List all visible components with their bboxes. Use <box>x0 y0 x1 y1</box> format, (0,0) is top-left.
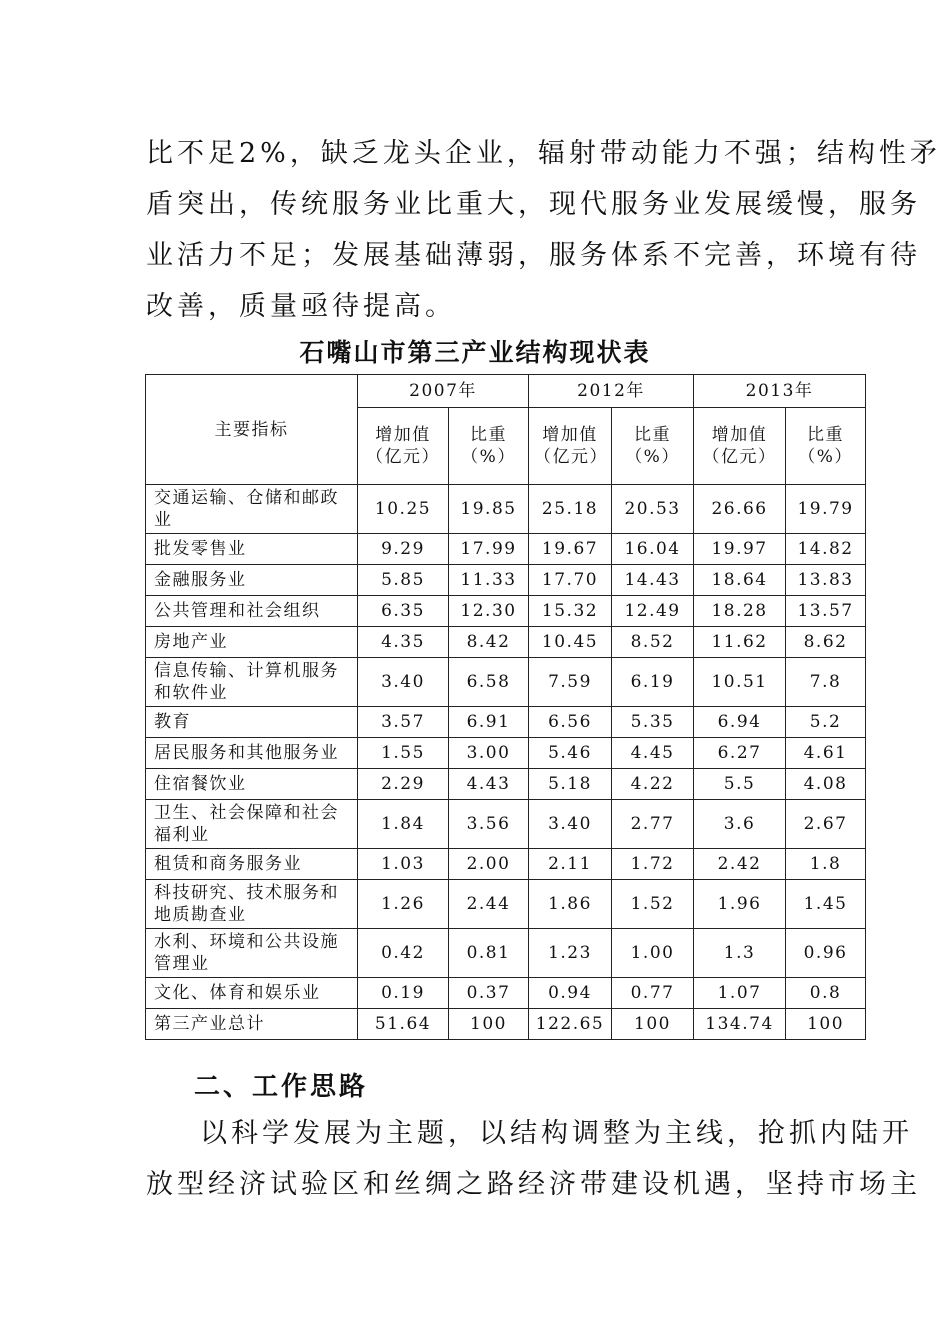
share-cell-2012: 12.49 <box>612 596 694 627</box>
share-cell-2007: 3.00 <box>449 738 529 769</box>
value-cell-2013: 1.07 <box>694 978 786 1009</box>
value-cell-2007: 1.26 <box>358 880 449 929</box>
table-row <box>146 1009 866 1040</box>
table-row <box>146 849 866 880</box>
value-cell-2013: 5.5 <box>694 769 786 800</box>
value-cell-2007: 2.29 <box>358 769 449 800</box>
intro-paragraph <box>146 128 941 332</box>
share-cell-2007: 0.37 <box>449 978 529 1009</box>
share-cell-2012: 14.43 <box>612 565 694 596</box>
share-cell-2012: 4.45 <box>612 738 694 769</box>
value-cell-2007: 1.03 <box>358 849 449 880</box>
value-cell-2007: 9.29 <box>358 534 449 565</box>
text-line: 比不足2%，缺乏龙头企业，辐射带动能力不强；结构性矛 <box>146 138 941 169</box>
share-cell-2012: 1.72 <box>612 849 694 880</box>
value-cell-2007: 1.55 <box>358 738 449 769</box>
share-cell-2013: 0.8 <box>786 978 866 1009</box>
value-cell-2013: 2.42 <box>694 849 786 880</box>
indicator-name-cell: 房地产业 <box>146 627 358 658</box>
share-cell-2013: 14.82 <box>786 534 866 565</box>
share-header: 比重（%） <box>612 408 694 485</box>
share-cell-2007: 6.58 <box>449 658 529 707</box>
value-cell-2012: 6.56 <box>529 707 612 738</box>
indicator-name-cell: 教育 <box>146 707 358 738</box>
table-row <box>146 707 866 738</box>
value-cell-2012: 10.45 <box>529 627 612 658</box>
section-heading: 二、工作思路 <box>194 1072 369 1102</box>
year-header-2013: 2013年 <box>694 375 866 408</box>
value-cell-2012: 0.94 <box>529 978 612 1009</box>
value-cell-2012: 5.18 <box>529 769 612 800</box>
share-cell-2012: 6.19 <box>612 658 694 707</box>
table-row <box>146 485 866 534</box>
share-cell-2007: 0.81 <box>449 929 529 978</box>
text-line: 业活力不足；发展基础薄弱，服务体系不完善，环境有待 <box>146 240 921 271</box>
value-header: 增加值（亿元） <box>529 408 612 485</box>
value-cell-2013: 10.51 <box>694 658 786 707</box>
value-cell-2012: 2.11 <box>529 849 612 880</box>
share-cell-2007: 8.42 <box>449 627 529 658</box>
value-cell-2007: 3.57 <box>358 707 449 738</box>
value-cell-2007: 5.85 <box>358 565 449 596</box>
closing-paragraph <box>146 1108 921 1210</box>
value-cell-2013: 18.64 <box>694 565 786 596</box>
share-cell-2013: 100 <box>786 1009 866 1040</box>
indicator-name-cell: 金融服务业 <box>146 565 358 596</box>
value-cell-2013: 26.66 <box>694 485 786 534</box>
share-cell-2007: 6.91 <box>449 707 529 738</box>
share-header: 比重（%） <box>449 408 529 485</box>
table-row <box>146 738 866 769</box>
value-cell-2013: 6.27 <box>694 738 786 769</box>
share-cell-2013: 8.62 <box>786 627 866 658</box>
share-cell-2013: 13.83 <box>786 565 866 596</box>
indicator-name-cell: 第三产业总计 <box>146 1009 358 1040</box>
share-cell-2013: 19.79 <box>786 485 866 534</box>
table-row <box>146 880 866 929</box>
value-cell-2012: 25.18 <box>529 485 612 534</box>
indicator-name-cell: 交通运输、仓储和邮政业 <box>146 485 358 534</box>
value-cell-2007: 0.19 <box>358 978 449 1009</box>
share-cell-2012: 20.53 <box>612 485 694 534</box>
value-cell-2013: 134.74 <box>694 1009 786 1040</box>
share-cell-2012: 1.00 <box>612 929 694 978</box>
value-cell-2007: 6.35 <box>358 596 449 627</box>
value-cell-2007: 51.64 <box>358 1009 449 1040</box>
value-cell-2012: 1.23 <box>529 929 612 978</box>
share-cell-2012: 8.52 <box>612 627 694 658</box>
indicator-name-cell: 公共管理和社会组织 <box>146 596 358 627</box>
share-cell-2007: 19.85 <box>449 485 529 534</box>
text-line: 改善，质量亟待提高。 <box>146 291 456 322</box>
indicator-name-cell: 科技研究、技术服务和地质勘查业 <box>146 880 358 929</box>
share-cell-2012: 4.22 <box>612 769 694 800</box>
text-line: 以科学发展为主题，以结构调整为主线，抢抓内陆开 <box>200 1118 913 1149</box>
share-cell-2013: 1.45 <box>786 880 866 929</box>
share-cell-2007: 3.56 <box>449 800 529 849</box>
value-cell-2013: 1.96 <box>694 880 786 929</box>
share-cell-2007: 100 <box>449 1009 529 1040</box>
indicator-header: 主要指标 <box>146 375 358 485</box>
share-cell-2013: 13.57 <box>786 596 866 627</box>
share-cell-2013: 4.61 <box>786 738 866 769</box>
share-cell-2013: 1.8 <box>786 849 866 880</box>
value-cell-2007: 4.35 <box>358 627 449 658</box>
table-row <box>146 769 866 800</box>
table-row <box>146 534 866 565</box>
value-cell-2013: 3.6 <box>694 800 786 849</box>
table-row <box>146 565 866 596</box>
share-cell-2012: 2.77 <box>612 800 694 849</box>
share-cell-2012: 16.04 <box>612 534 694 565</box>
industry-structure-table <box>145 374 866 1040</box>
table-row <box>146 658 866 707</box>
value-cell-2012: 3.40 <box>529 800 612 849</box>
value-cell-2012: 19.67 <box>529 534 612 565</box>
value-cell-2012: 122.65 <box>529 1009 612 1040</box>
value-cell-2007: 3.40 <box>358 658 449 707</box>
value-cell-2007: 1.84 <box>358 800 449 849</box>
value-header: 增加值（亿元） <box>358 408 449 485</box>
table-row <box>146 800 866 849</box>
value-cell-2013: 19.97 <box>694 534 786 565</box>
indicator-name-cell: 文化、体育和娱乐业 <box>146 978 358 1009</box>
value-cell-2012: 15.32 <box>529 596 612 627</box>
table-row <box>146 929 866 978</box>
share-cell-2012: 0.77 <box>612 978 694 1009</box>
table-title: 石嘴山市第三产业结构现状表 <box>299 338 651 367</box>
indicator-name-cell: 住宿餐饮业 <box>146 769 358 800</box>
value-cell-2013: 1.3 <box>694 929 786 978</box>
share-cell-2007: 4.43 <box>449 769 529 800</box>
share-cell-2013: 4.08 <box>786 769 866 800</box>
table-row <box>146 596 866 627</box>
share-cell-2007: 2.44 <box>449 880 529 929</box>
share-cell-2012: 1.52 <box>612 880 694 929</box>
indicator-name-cell: 水利、环境和公共设施管理业 <box>146 929 358 978</box>
value-cell-2013: 18.28 <box>694 596 786 627</box>
share-header: 比重（%） <box>786 408 866 485</box>
share-cell-2007: 2.00 <box>449 849 529 880</box>
indicator-name-cell: 信息传输、计算机服务和软件业 <box>146 658 358 707</box>
value-cell-2013: 11.62 <box>694 627 786 658</box>
table-row <box>146 627 866 658</box>
share-cell-2013: 0.96 <box>786 929 866 978</box>
share-cell-2012: 5.35 <box>612 707 694 738</box>
indicator-name-cell: 批发零售业 <box>146 534 358 565</box>
table-row <box>146 978 866 1009</box>
value-cell-2007: 0.42 <box>358 929 449 978</box>
indicator-name-cell: 卫生、社会保障和社会福利业 <box>146 800 358 849</box>
share-cell-2013: 2.67 <box>786 800 866 849</box>
share-cell-2007: 12.30 <box>449 596 529 627</box>
year-header-2007: 2007年 <box>358 375 529 408</box>
value-cell-2012: 17.70 <box>529 565 612 596</box>
text-line: 盾突出，传统服务业比重大，现代服务业发展缓慢，服务 <box>146 189 921 220</box>
share-cell-2007: 17.99 <box>449 534 529 565</box>
value-cell-2007: 10.25 <box>358 485 449 534</box>
value-header: 增加值（亿元） <box>694 408 786 485</box>
value-cell-2013: 6.94 <box>694 707 786 738</box>
indicator-name-cell: 租赁和商务服务业 <box>146 849 358 880</box>
text-line: 放型经济试验区和丝绸之路经济带建设机遇，坚持市场主 <box>146 1169 921 1200</box>
year-header-2012: 2012年 <box>529 375 694 408</box>
value-cell-2012: 7.59 <box>529 658 612 707</box>
indicator-name-cell: 居民服务和其他服务业 <box>146 738 358 769</box>
table-header-row <box>146 375 866 408</box>
value-cell-2012: 5.46 <box>529 738 612 769</box>
share-cell-2013: 7.8 <box>786 658 866 707</box>
share-cell-2013: 5.2 <box>786 707 866 738</box>
value-cell-2012: 1.86 <box>529 880 612 929</box>
share-cell-2012: 100 <box>612 1009 694 1040</box>
share-cell-2007: 11.33 <box>449 565 529 596</box>
